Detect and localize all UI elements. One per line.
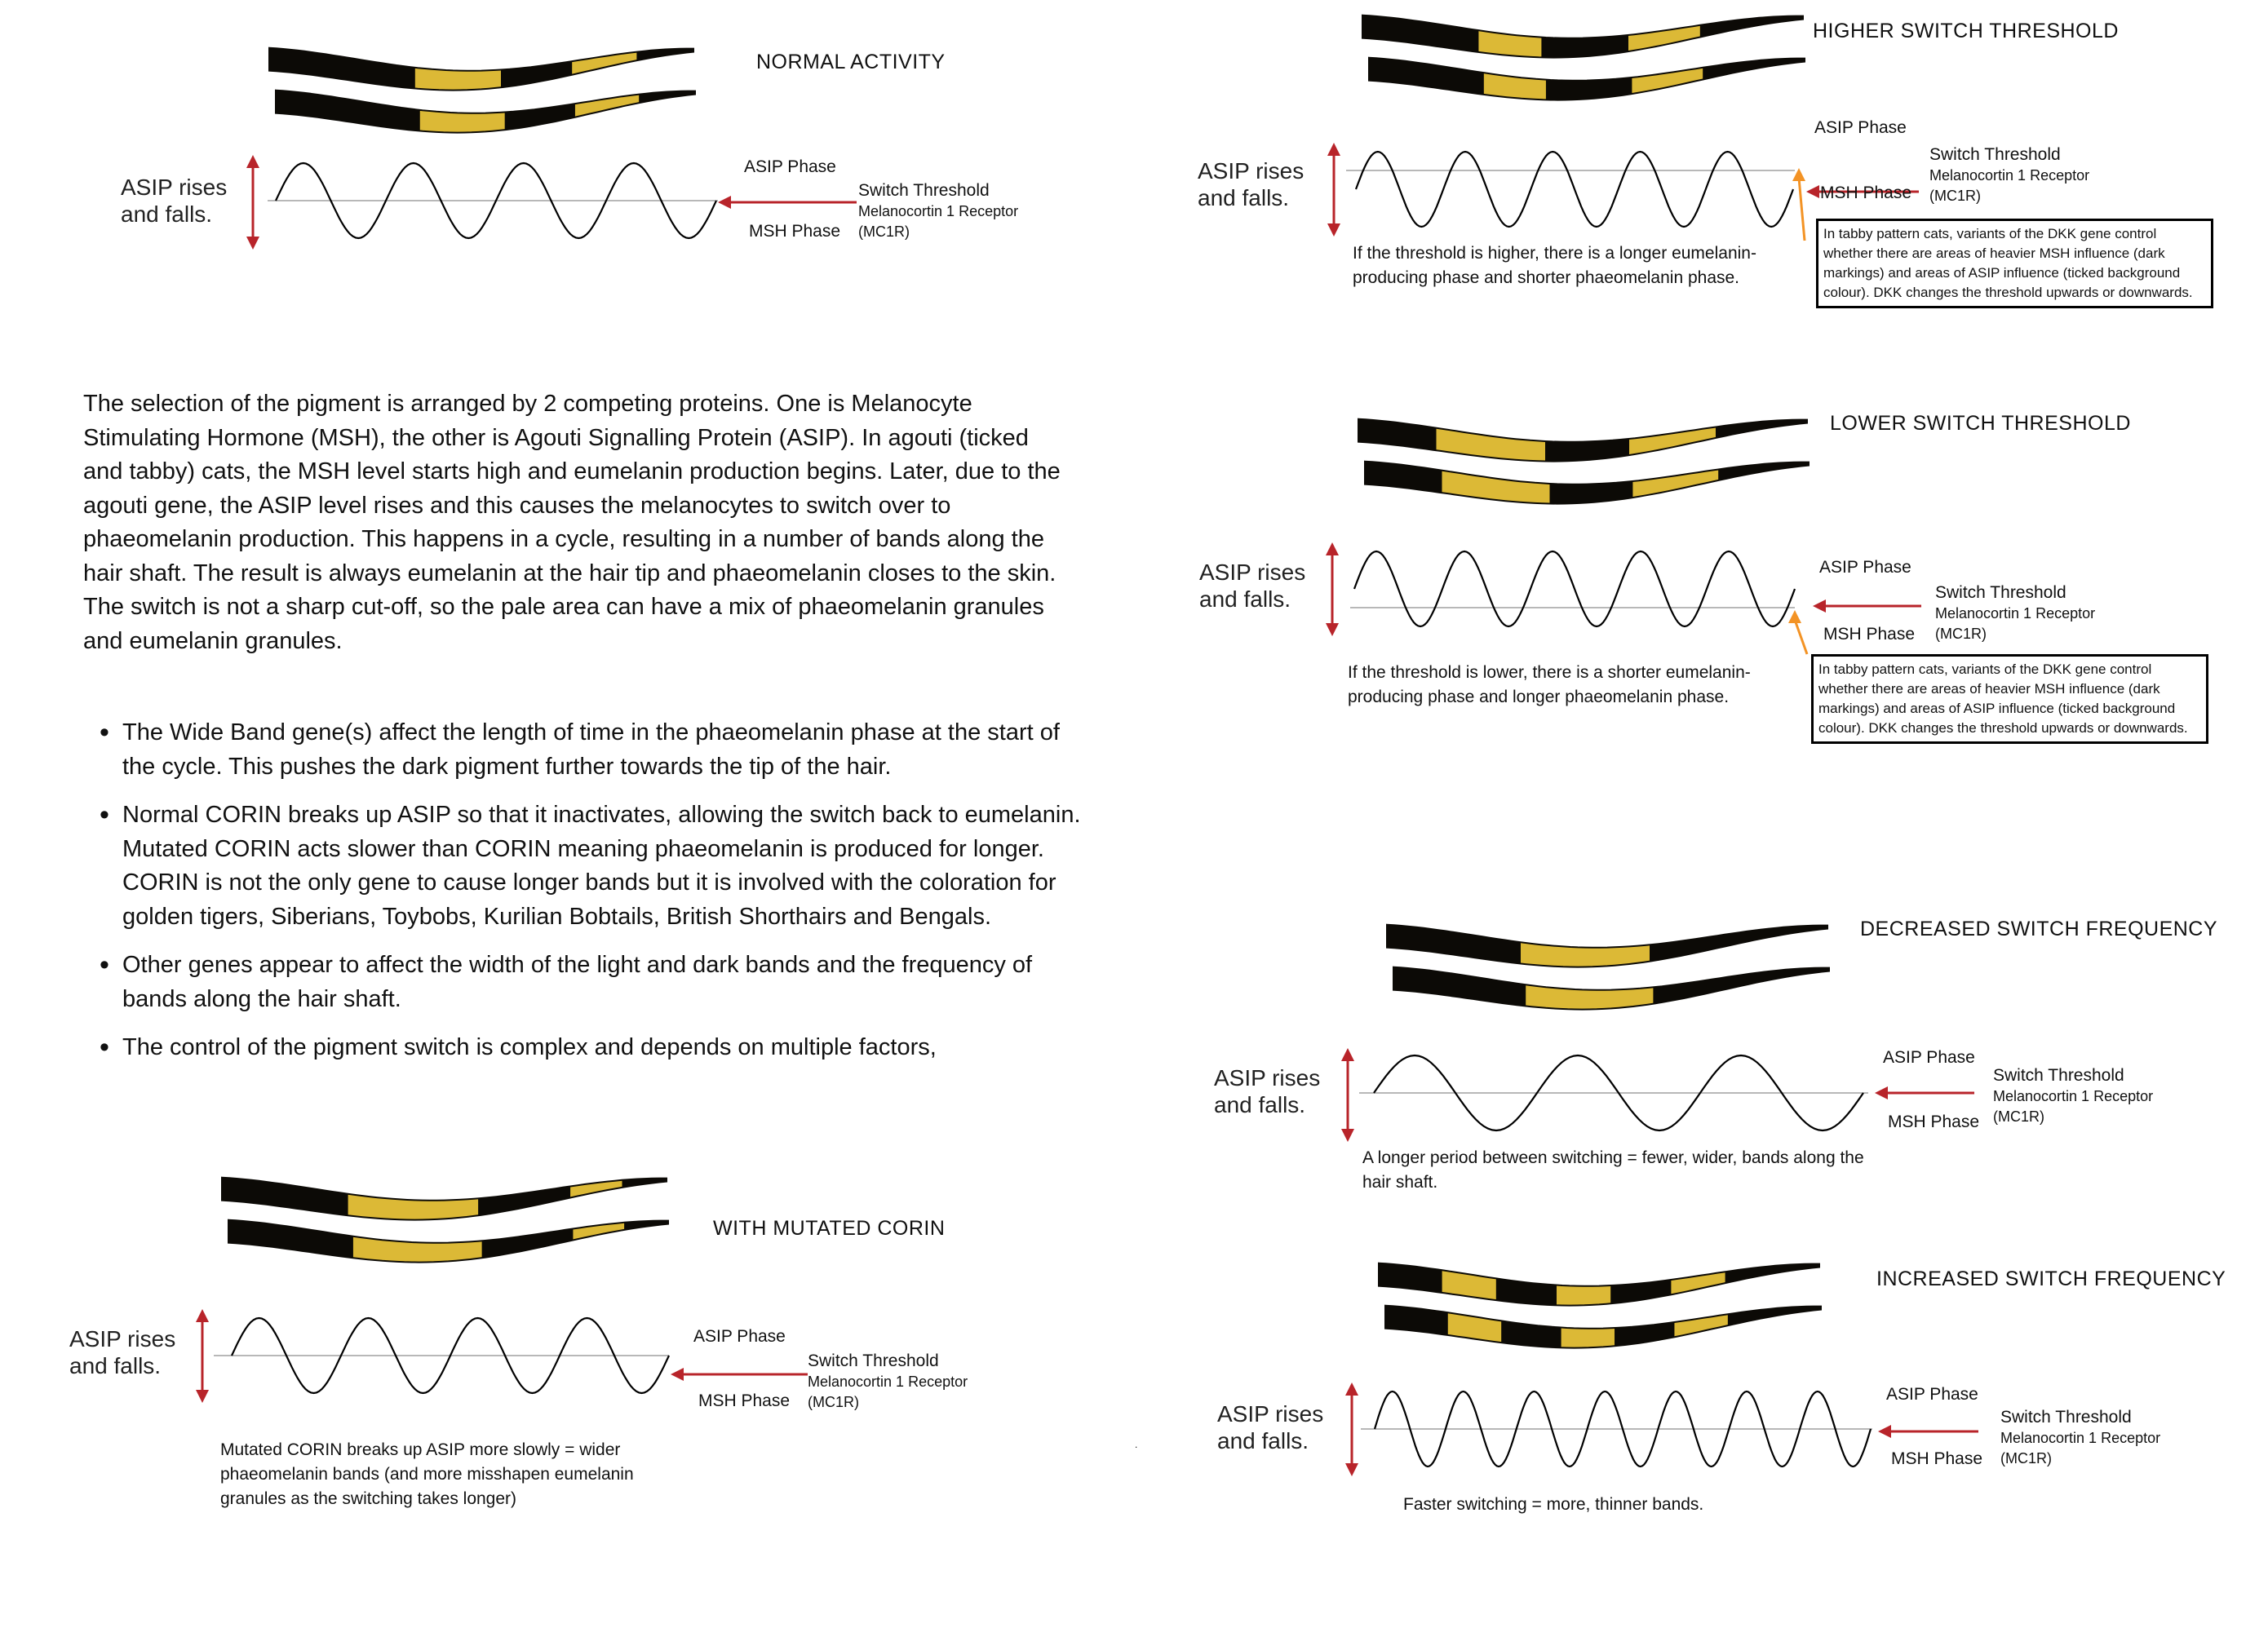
threshold-arrowhead: [1813, 599, 1826, 613]
msh-phase-label: MSH Phase: [1888, 1113, 1980, 1131]
asip-wave: [1354, 551, 1795, 626]
asip-phase-label: ASIP Phase: [693, 1327, 786, 1346]
asip-label: ASIP rises and falls.: [1217, 1401, 1324, 1453]
asip-phase-label: ASIP Phase: [1814, 118, 1907, 137]
stray-dot: .: [1135, 1439, 1138, 1450]
switch-threshold-label: [1935, 582, 2095, 644]
panel-title: INCREASED SWITCH FREQUENCY: [1876, 1267, 2226, 1290]
receptor-text: Melanocortin 1 Receptor: [1935, 605, 2096, 622]
rise-arrowhead: [1345, 1382, 1358, 1396]
switch-threshold-label: [1929, 144, 2089, 206]
panel-higher-threshold: [0, 0, 2268, 343]
fall-arrowhead: [1341, 1129, 1354, 1142]
threshold-note: If the threshold is higher, there is a longer eumelanin-producing phase and shorter phaeomelanin phase.: [1353, 244, 1756, 287]
asip-phase-label: ASIP Phase: [744, 157, 836, 176]
asip-label: ASIP rises and falls.: [1214, 1065, 1321, 1117]
receptor-abbr: (MC1R): [1993, 1108, 2044, 1125]
rise-arrowhead: [1327, 143, 1340, 156]
switch-threshold-label: [1993, 1065, 2153, 1127]
switch-threshold-label: [2000, 1407, 2160, 1469]
dkk-note-box: In tabby pattern cats, variants of the DKK gene control whether there are areas of heavier MSH influence (dark markings) and areas of ASIP influence (ticked background colour). DKK changes the threshold upwards or downwards.: [1811, 654, 2208, 744]
dkk-shift-arrow: [1795, 620, 1807, 654]
receptor-text: Melanocortin 1 Receptor: [2000, 1430, 2161, 1446]
bullet-corin: • Normal CORIN breaks up ASIP so that it inactivates, allowing the switch back to eumelanin. Mutated CORIN acts slower than CORIN meaning phaeomelanin is produced for longer. CORIN is not the only gene to cause longer bands but it is involved with the coloration for golden tigers, Siberians, Toybobs, Kurilian Bobtails, British Shorthairs and Bengals.: [83, 799, 1087, 934]
dkk-shift-arrowhead: [1788, 610, 1801, 623]
asip-label: ASIP rises and falls.: [121, 175, 228, 227]
rise-arrowhead: [1326, 542, 1339, 555]
asip-phase-label: ASIP Phase: [1883, 1048, 1975, 1067]
panel-title: NORMAL ACTIVITY: [756, 51, 946, 73]
fall-arrowhead: [1326, 623, 1339, 636]
bullet-wide-band: • The Wide Band gene(s) affect the length of time in the phaeomelanin phase at the start of the cycle. This pushes the dark pigment further towards the tip of the hair.: [83, 716, 1087, 784]
asip-phase-label: ASIP Phase: [1886, 1385, 1978, 1404]
msh-phase-label: MSH Phase: [1823, 625, 1916, 644]
threshold-arrowhead: [671, 1368, 684, 1381]
msh-phase-label: MSH Phase: [749, 222, 841, 241]
panel-title: HIGHER SWITCH THRESHOLD: [1813, 20, 2119, 42]
receptor-abbr: (MC1R): [1929, 188, 1981, 204]
bullet-list: [83, 716, 1087, 1080]
receptor-abbr: (MC1R): [858, 223, 910, 240]
fall-arrowhead: [1345, 1463, 1358, 1476]
bullet-control: • The control of the pigment switch is complex and depends on multiple factors,: [83, 1031, 1087, 1065]
frequency-note: Faster switching = more, thinner bands.: [1403, 1495, 1704, 1514]
fall-arrowhead: [1327, 223, 1340, 237]
panel-mutated-corin: [0, 1158, 1142, 1533]
receptor-text: Melanocortin 1 Receptor: [1929, 167, 2090, 184]
switch-threshold-text: Switch Threshold: [1993, 1066, 2124, 1085]
receptor-abbr: (MC1R): [2000, 1450, 2052, 1467]
receptor-text: Melanocortin 1 Receptor: [808, 1374, 968, 1390]
switch-threshold-text: Switch Threshold: [2000, 1408, 2132, 1427]
explanation-paragraph: The selection of the pigment is arranged by 2 competing proteins. One is Melanocyte Stimulating Hormone (MSH), the other is Agouti Signalling Protein (ASIP). In agouti (ticked and tabby) cats, the MSH level starts high and eumelanin production begins. Later, due to the agouti gene, the ASIP level rises and this causes the melanocytes to switch over to phaeomelanin production. This happens in a cycle, resulting in a number of bands along the hair shaft. The result is always eumelanin at the hair tip and phaeomelanin closes to the skin. The switch is not a sharp cut-off, so the pale area can have a mix of phaeomelanin granules and eumelanin granules.: [83, 391, 1061, 654]
msh-phase-label: MSH Phase: [698, 1391, 791, 1410]
msh-phase-label: MSH Phase: [1891, 1449, 1983, 1468]
asip-wave: [1356, 152, 1793, 227]
threshold-arrowhead: [1806, 185, 1819, 198]
dkk-note-box: In tabby pattern cats, variants of the DKK gene control whether there are areas of heavier MSH influence (dark markings) and areas of ASIP influence (ticked background colour). DKK changes the threshold upwards or downwards.: [1816, 219, 2213, 308]
fall-arrowhead: [196, 1390, 209, 1403]
panel-title: LOWER SWITCH THRESHOLD: [1830, 412, 2131, 435]
asip-label: ASIP rises and falls.: [69, 1326, 176, 1378]
frequency-note: A longer period between switching = fewer, wider, bands along the hair shaft.: [1362, 1148, 1864, 1192]
threshold-note: If the threshold is lower, there is a shorter eumelanin-producing phase and longer phaeomelanin phase.: [1348, 663, 1751, 706]
dkk-shift-arrow: [1799, 178, 1805, 241]
asip-label: ASIP rises and falls.: [1198, 158, 1305, 210]
msh-phase-label: MSH Phase: [1820, 184, 1912, 202]
panel-title: WITH MUTATED CORIN: [713, 1217, 946, 1240]
threshold-arrowhead: [1878, 1425, 1891, 1438]
receptor-abbr: (MC1R): [808, 1394, 859, 1410]
switch-threshold-text: Switch Threshold: [808, 1352, 939, 1370]
bullet-other-genes: • Other genes appear to affect the width of the light and dark bands and the frequency of bands along the hair shaft.: [83, 949, 1087, 1016]
threshold-arrowhead: [1875, 1086, 1888, 1099]
rise-arrowhead: [196, 1309, 209, 1322]
receptor-abbr: (MC1R): [1935, 626, 1987, 642]
receptor-text: Melanocortin 1 Receptor: [1993, 1088, 2154, 1104]
asip-phase-label: ASIP Phase: [1819, 558, 1911, 577]
switch-threshold-text: Switch Threshold: [1929, 145, 2061, 164]
corin-note: Mutated CORIN breaks up ASIP more slowly = wider phaeomelanin bands (and more misshapen eumelanin granules as the switching takes longer): [220, 1440, 634, 1508]
panel-title: DECREASED SWITCH FREQUENCY: [1860, 918, 2218, 940]
switch-threshold-label: [808, 1351, 968, 1413]
switch-threshold-text: Switch Threshold: [1935, 583, 2066, 602]
rise-arrowhead: [1341, 1048, 1354, 1061]
switch-threshold-text: Switch Threshold: [858, 181, 990, 200]
receptor-text: Melanocortin 1 Receptor: [858, 203, 1019, 219]
asip-label: ASIP rises and falls.: [1199, 560, 1306, 612]
